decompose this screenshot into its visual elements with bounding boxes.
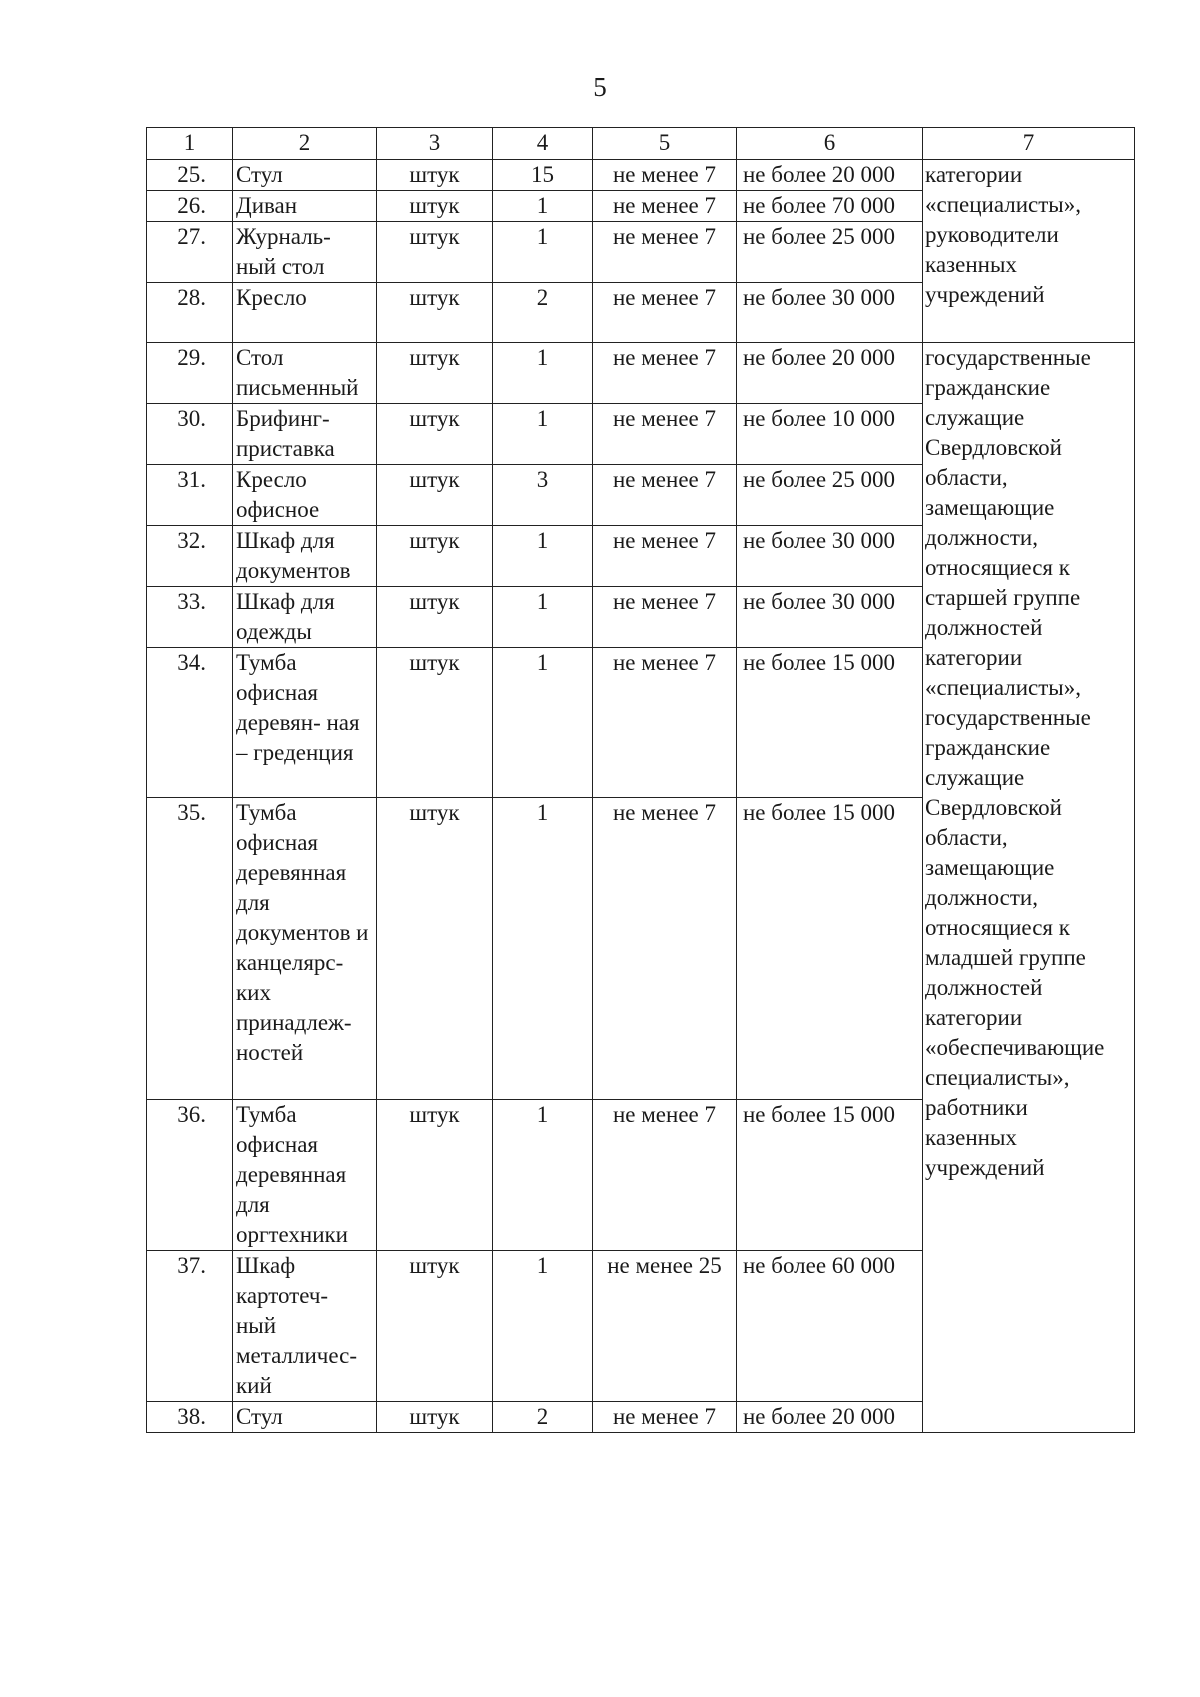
service-life-cell: не менее 7 [593,222,737,283]
row-number-cell: 26. [147,191,233,222]
quantity-cell: 1 [493,1100,593,1251]
row-number-cell: 34. [147,648,233,798]
furniture-norms-table [146,127,1135,1433]
item-name-cell: Тумба офисная деревянная для документов и канцелярс- ких принадлеж- ностей [233,798,377,1100]
row-number-cell: 25. [147,160,233,191]
price-limit-cell: не более 70 000 [737,191,923,222]
item-name-cell: Шкаф картотеч- ный металличес- кий [233,1251,377,1402]
service-life-cell: не менее 7 [593,191,737,222]
price-limit-cell: не более 30 000 [737,587,923,648]
unit-cell: штук [377,465,493,526]
quantity-cell: 15 [493,160,593,191]
service-life-cell: не менее 7 [593,648,737,798]
unit-cell: штук [377,343,493,404]
service-life-cell: не менее 7 [593,283,737,343]
header-cell: 2 [233,128,377,160]
row-number-cell: 37. [147,1251,233,1402]
unit-cell: штук [377,1251,493,1402]
service-life-cell: не менее 7 [593,587,737,648]
unit-cell: штук [377,526,493,587]
quantity-cell: 1 [493,222,593,283]
item-name-cell: Брифинг- приставка [233,404,377,465]
unit-cell: штук [377,1100,493,1251]
quantity-cell: 1 [493,648,593,798]
unit-cell: штук [377,222,493,283]
service-life-cell: не менее 7 [593,160,737,191]
unit-cell: штук [377,587,493,648]
price-limit-cell: не более 20 000 [737,160,923,191]
quantity-cell: 1 [493,1251,593,1402]
quantity-cell: 3 [493,465,593,526]
table-row [147,343,1135,404]
price-limit-cell: не более 25 000 [737,222,923,283]
item-name-cell: Журналь- ный стол [233,222,377,283]
header-cell: 7 [923,128,1135,160]
price-limit-cell: не более 10 000 [737,404,923,465]
header-cell: 3 [377,128,493,160]
unit-cell: штук [377,1402,493,1433]
row-number-cell: 38. [147,1402,233,1433]
unit-cell: штук [377,798,493,1100]
row-number-cell: 29. [147,343,233,404]
header-cell: 6 [737,128,923,160]
item-name-cell: Шкаф для документов [233,526,377,587]
service-life-cell: не менее 7 [593,1100,737,1251]
service-life-cell: не менее 25 [593,1251,737,1402]
unit-cell: штук [377,191,493,222]
row-number-cell: 35. [147,798,233,1100]
quantity-cell: 2 [493,1402,593,1433]
item-name-cell: Стол письменный [233,343,377,404]
item-name-cell: Стул [233,1402,377,1433]
row-number-cell: 28. [147,283,233,343]
price-limit-cell: не более 15 000 [737,798,923,1100]
unit-cell: штук [377,283,493,343]
row-number-cell: 30. [147,404,233,465]
price-limit-cell: не более 15 000 [737,648,923,798]
header-cell: 1 [147,128,233,160]
item-name-cell: Тумба офисная деревянная для оргтехники [233,1100,377,1251]
service-life-cell: не менее 7 [593,343,737,404]
item-name-cell: Кресло офисное [233,465,377,526]
item-name-cell: Стул [233,160,377,191]
header-cell: 5 [593,128,737,160]
page-number: 5 [593,72,607,102]
category-cell: государственные гражданские служащие Свердловской области, замещающие должности, относящиеся к старшей группе должностей категории «специалисты», государственные гражданские служащие Свердловской области, замещающие должности, относящиеся к младшей группе должностей категории «обеспечивающие специалисты», работники казенных учреждений [923,343,1135,1433]
table-row [147,160,1135,191]
price-limit-cell: не более 30 000 [737,526,923,587]
price-limit-cell: не более 30 000 [737,283,923,343]
item-name-cell: Тумба офисная деревян- ная – греденция [233,648,377,798]
quantity-cell: 1 [493,343,593,404]
item-name-cell: Кресло [233,283,377,343]
unit-cell: штук [377,404,493,465]
service-life-cell: не менее 7 [593,798,737,1100]
price-limit-cell: не более 60 000 [737,1251,923,1402]
row-number-cell: 32. [147,526,233,587]
quantity-cell: 1 [493,526,593,587]
service-life-cell: не менее 7 [593,526,737,587]
table-header-row [147,128,1135,160]
unit-cell: штук [377,160,493,191]
quantity-cell: 1 [493,798,593,1100]
header-cell: 4 [493,128,593,160]
quantity-cell: 1 [493,404,593,465]
price-limit-cell: не более 15 000 [737,1100,923,1251]
row-number-cell: 31. [147,465,233,526]
quantity-cell: 1 [493,587,593,648]
service-life-cell: не менее 7 [593,465,737,526]
item-name-cell: Шкаф для одежды [233,587,377,648]
item-name-cell: Диван [233,191,377,222]
price-limit-cell: не более 20 000 [737,343,923,404]
price-limit-cell: не более 20 000 [737,1402,923,1433]
row-number-cell: 27. [147,222,233,283]
category-cell: категории «специалисты», руководители казенных учреждений [923,160,1135,343]
quantity-cell: 2 [493,283,593,343]
row-number-cell: 33. [147,587,233,648]
price-limit-cell: не более 25 000 [737,465,923,526]
row-number-cell: 36. [147,1100,233,1251]
service-life-cell: не менее 7 [593,1402,737,1433]
service-life-cell: не менее 7 [593,404,737,465]
unit-cell: штук [377,648,493,798]
quantity-cell: 1 [493,191,593,222]
